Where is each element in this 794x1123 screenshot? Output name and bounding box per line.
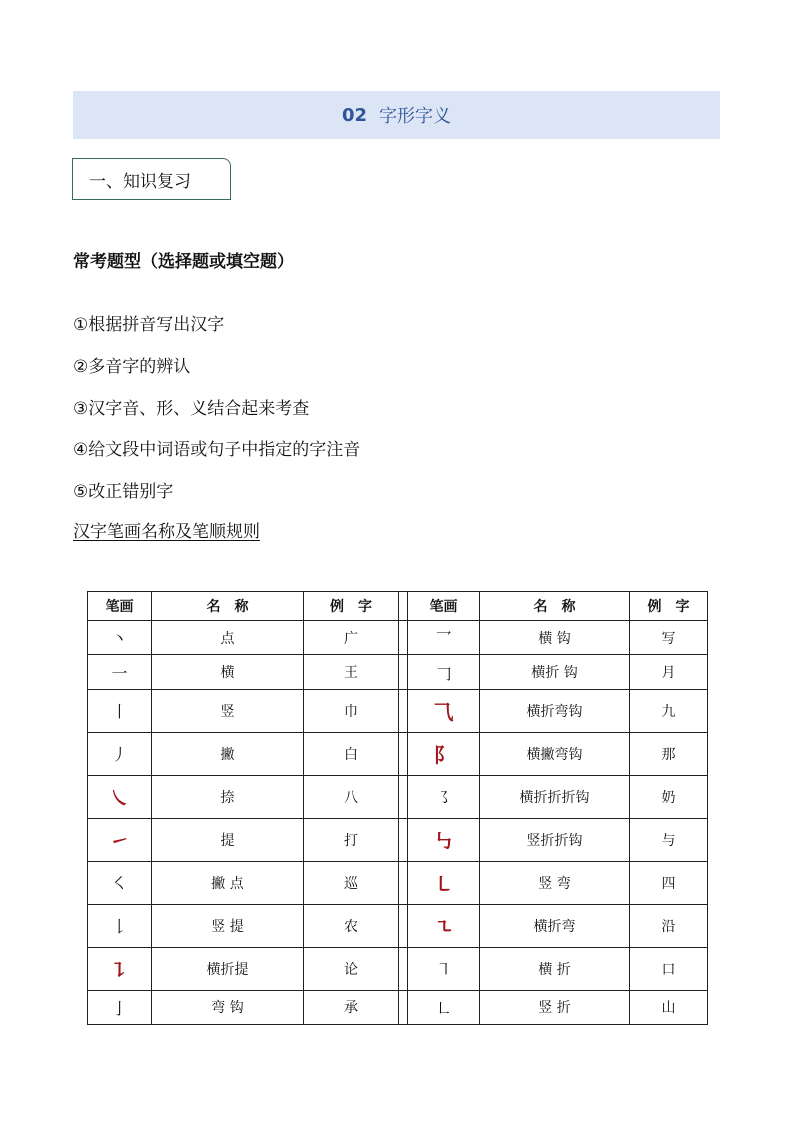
table-row	[88, 732, 708, 775]
stroke-cell: 亅	[88, 990, 152, 1024]
title-bar	[73, 91, 720, 139]
example-char-cell: 农	[304, 904, 399, 947]
stroke-cell: 丿	[88, 732, 152, 775]
table-row	[88, 990, 708, 1024]
stroke-name-cell: 撇	[152, 732, 304, 775]
stroke-cell: ㇊	[88, 947, 152, 990]
header-cell: 笔画	[88, 592, 152, 621]
example-char-cell: 广	[304, 621, 399, 655]
example-char-cell: 那	[630, 732, 708, 775]
stroke-rules-heading: 汉字笔画名称及笔顺规则	[73, 522, 260, 542]
stroke-name-cell: 竖 弯	[480, 861, 630, 904]
example-char-cell: 论	[304, 947, 399, 990]
stroke-cell: 丨	[88, 689, 152, 732]
example-char-cell: 写	[630, 621, 708, 655]
stroke-name-cell: 横折弯钩	[480, 689, 630, 732]
list-item: ①根据拼音写出汉字	[73, 315, 225, 335]
list-item: ④给文段中词语或句子中指定的字注音	[73, 440, 361, 460]
table-gap	[399, 689, 408, 732]
example-char-cell: 九	[630, 689, 708, 732]
table-gap	[399, 732, 408, 775]
example-char-cell: 八	[304, 775, 399, 818]
stroke-cell: 一	[88, 655, 152, 689]
stroke-name-cell: 横 折	[480, 947, 630, 990]
table-row	[88, 818, 708, 861]
section-label: 一、知识复习	[89, 171, 191, 192]
stroke-name-cell: 点	[152, 621, 304, 655]
page-title: 字形字义	[379, 106, 452, 127]
stroke-cell: ㇉	[408, 818, 480, 861]
example-char-cell: 奶	[630, 775, 708, 818]
header-cell: 名 称	[152, 592, 304, 621]
table-gap	[399, 775, 408, 818]
list-item: ③汉字音、形、义结合起来考查	[73, 399, 310, 419]
table-row	[88, 689, 708, 732]
stroke-name-cell: 竖 提	[152, 904, 304, 947]
stroke-name-cell: 横折提	[152, 947, 304, 990]
header-cell: 笔画	[408, 592, 480, 621]
table-gap	[399, 947, 408, 990]
stroke-cell: ㇕	[408, 947, 480, 990]
title-number: 02	[341, 104, 368, 126]
stroke-cell: ㇏	[88, 775, 152, 818]
table-row	[88, 861, 708, 904]
example-char-cell: 打	[304, 818, 399, 861]
stroke-cell: ㇀	[88, 818, 152, 861]
stroke-cell: ㇗	[408, 990, 480, 1024]
list-item: ⑤改正错别字	[73, 482, 174, 502]
stroke-cell: ㇄	[408, 861, 480, 904]
table-row	[88, 621, 708, 655]
example-char-cell: 承	[304, 990, 399, 1024]
question-types-heading: 常考题型（选择题或填空题）	[73, 252, 294, 272]
table-gap	[399, 990, 408, 1024]
stroke-name-cell: 竖	[152, 689, 304, 732]
example-char-cell: 王	[304, 655, 399, 689]
stroke-cell: ⺄	[408, 689, 480, 732]
table-gap	[399, 592, 408, 621]
stroke-name-cell: 弯 钩	[152, 990, 304, 1024]
header-cell: 例 字	[304, 592, 399, 621]
table-gap	[399, 655, 408, 689]
table-row	[88, 947, 708, 990]
stroke-cell: ㇌	[408, 775, 480, 818]
stroke-cell: 𠄌	[88, 904, 152, 947]
table-row	[88, 655, 708, 689]
example-char-cell: 巾	[304, 689, 399, 732]
stroke-name-cell: 横折弯	[480, 904, 630, 947]
table-gap	[399, 861, 408, 904]
list-item: ②多音字的辨认	[73, 357, 191, 377]
example-char-cell: 巡	[304, 861, 399, 904]
table-row	[88, 775, 708, 818]
example-char-cell: 四	[630, 861, 708, 904]
stroke-cell: ㇍	[408, 904, 480, 947]
example-char-cell: 沿	[630, 904, 708, 947]
stroke-cell: 乛	[408, 621, 480, 655]
stroke-name-cell: 竖折折钩	[480, 818, 630, 861]
stroke-cell: ㇛	[88, 861, 152, 904]
stroke-name-cell: 横	[152, 655, 304, 689]
stroke-cell: ⻖	[408, 732, 480, 775]
example-char-cell: 山	[630, 990, 708, 1024]
stroke-name-cell: 撇 点	[152, 861, 304, 904]
stroke-name-cell: 横撇弯钩	[480, 732, 630, 775]
stroke-name-cell: 提	[152, 818, 304, 861]
table-gap	[399, 621, 408, 655]
header-cell: 名 称	[480, 592, 630, 621]
stroke-name-cell: 横折折折钩	[480, 775, 630, 818]
table-gap	[399, 818, 408, 861]
example-char-cell: 口	[630, 947, 708, 990]
example-char-cell: 白	[304, 732, 399, 775]
stroke-cell: 丶	[88, 621, 152, 655]
example-char-cell: 月	[630, 655, 708, 689]
section-label-box	[72, 158, 231, 200]
stroke-name-cell: 横 钩	[480, 621, 630, 655]
table-header-row	[88, 592, 708, 621]
example-char-cell: 与	[630, 818, 708, 861]
table-gap	[399, 904, 408, 947]
stroke-name-cell: 捺	[152, 775, 304, 818]
stroke-name-cell: 横折 钩	[480, 655, 630, 689]
stroke-name-cell: 竖 折	[480, 990, 630, 1024]
table-row	[88, 904, 708, 947]
header-cell: 例 字	[630, 592, 708, 621]
stroke-cell: 𠃌	[408, 655, 480, 689]
stroke-table	[87, 591, 708, 1025]
